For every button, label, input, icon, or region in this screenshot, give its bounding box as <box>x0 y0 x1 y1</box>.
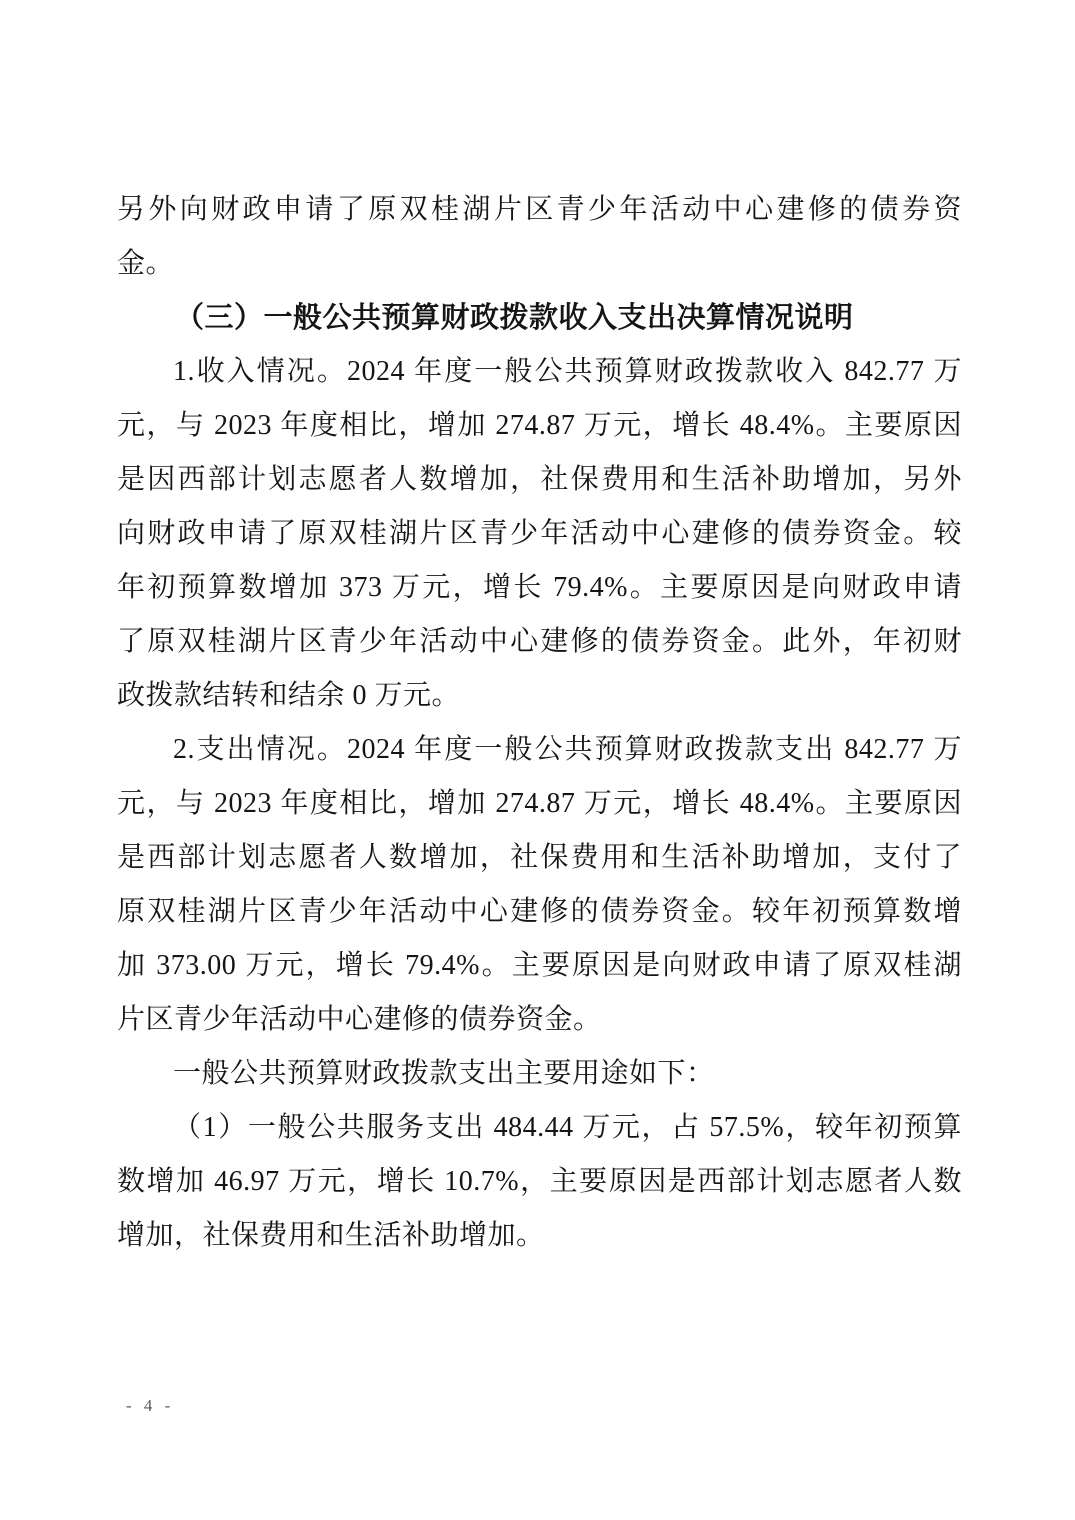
text-line: 金。 <box>117 248 175 279</box>
text-line: 政拨款结转和结余 0 万元。 <box>117 680 461 711</box>
text-line: 数增加 46.97 万元，增长 10.7%，主要原因是西部计划志愿者人数 <box>117 1166 962 1197</box>
text-line: 年初预算数增加 373 万元，增长 79.4%。主要原因是向财政申请 <box>117 572 962 603</box>
text-line: 2.支出情况。2024 年度一般公共预算财政拨款支出 842.77 万 <box>173 734 962 765</box>
document-text-block <box>117 183 962 1263</box>
text-line: 增加，社保费用和生活补助增加。 <box>117 1220 545 1251</box>
text-line: 元，与 2023 年度相比，增加 274.87 万元，增长 48.4%。主要原因 <box>117 410 962 441</box>
text-line: 另外向财政申请了原双桂湖片区青少年活动中心建修的债券资 <box>117 194 962 225</box>
text-line: 了原双桂湖片区青少年活动中心建修的债券资金。此外，年初财 <box>117 626 962 657</box>
section-heading: （三）一般公共预算财政拨款收入支出决算情况说明 <box>175 302 854 334</box>
text-line: 一般公共预算财政拨款支出主要用途如下： <box>173 1058 715 1089</box>
text-line: 1.收入情况。2024 年度一般公共预算财政拨款收入 842.77 万 <box>173 356 962 387</box>
text-line: 元，与 2023 年度相比，增加 274.87 万元，增长 48.4%。主要原因 <box>117 788 962 819</box>
text-line: 是因西部计划志愿者人数增加，社保费用和生活补助增加，另外 <box>117 464 962 495</box>
text-line: 原双桂湖片区青少年活动中心建修的债券资金。较年初预算数增 <box>117 896 962 927</box>
page-number: - 4 - <box>126 1396 175 1415</box>
text-line: 向财政申请了原双桂湖片区青少年活动中心建修的债券资金。较 <box>117 518 962 549</box>
text-line: 是西部计划志愿者人数增加，社保费用和生活补助增加，支付了 <box>117 842 962 873</box>
text-line: 加 373.00 万元，增长 79.4%。主要原因是向财政申请了原双桂湖 <box>117 950 962 981</box>
text-line: （1）一般公共服务支出 484.44 万元，占 57.5%，较年初预算 <box>173 1112 962 1143</box>
text-line: 片区青少年活动中心建修的债券资金。 <box>117 1004 602 1035</box>
